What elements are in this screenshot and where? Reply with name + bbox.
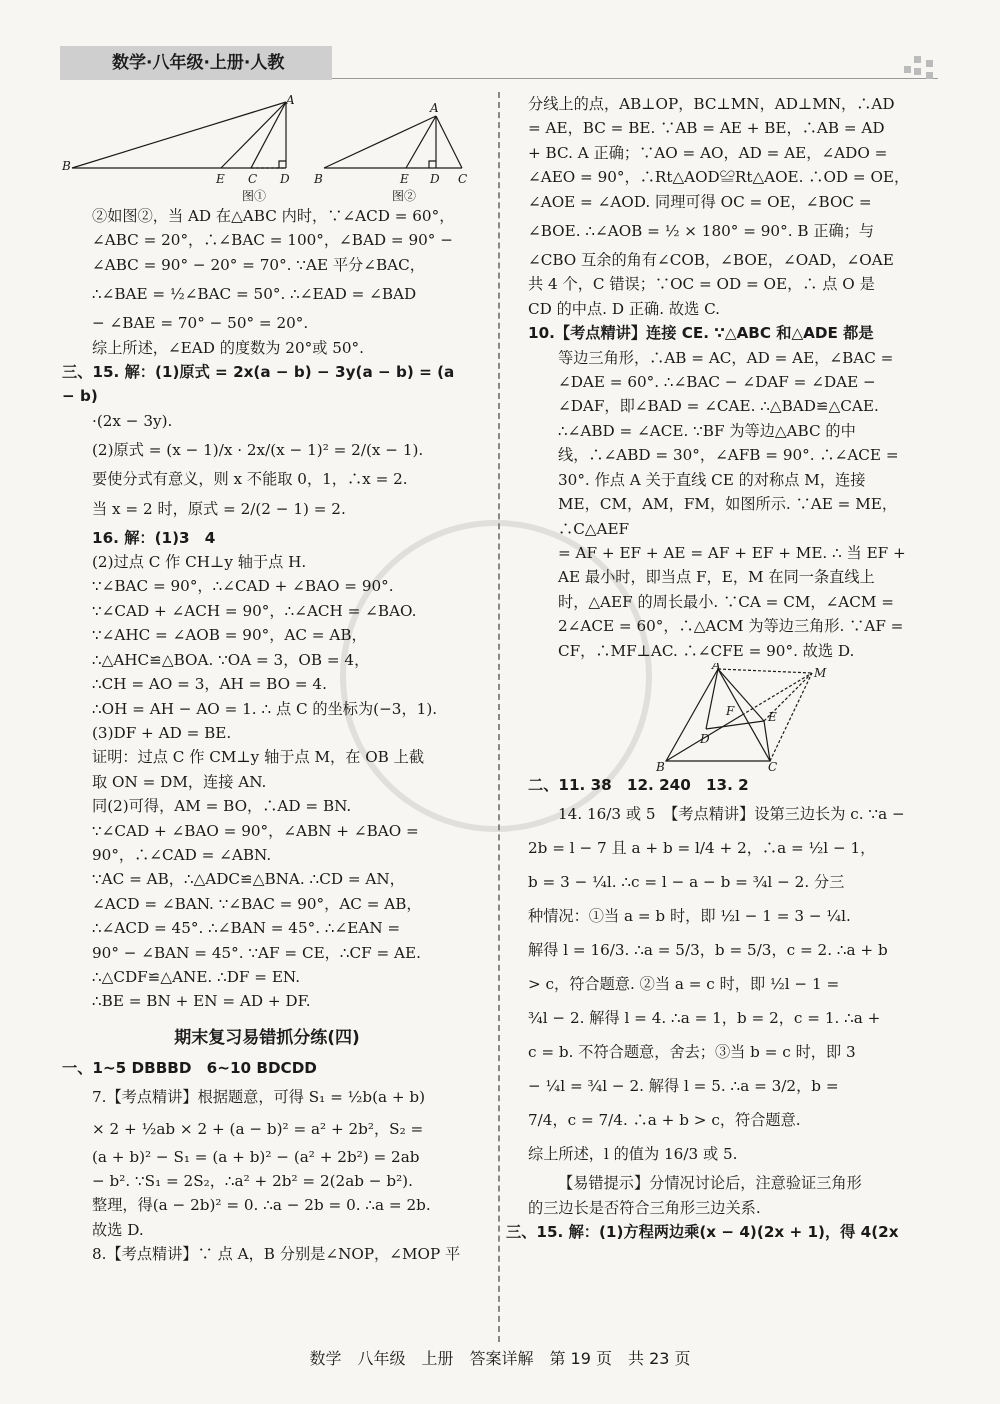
text-line: 证明：过点 C 作 CM⊥y 轴于点 M，在 OB 上截 (92, 748, 425, 767)
svg-text:F: F (726, 703, 735, 718)
text-line: ∠ABC = 90° − 20° = 70°. ∵AE 平分∠BAC， (92, 255, 425, 274)
text-line: ∴OH = AH − AO = 1. ∴ 点 C 的坐标为(−3，1). (92, 699, 438, 718)
text-line: ∴BE = BN + EN = AD + DF. (92, 992, 311, 1011)
text-line: 90° − ∠BAN = 45°. ∵AF = CE，∴CF = AE. (92, 943, 421, 962)
text-line: ∴△CDF≌△ANE. ∴DF = EN. (92, 967, 301, 986)
text-line: ∴△AHC≌△BOA. ∵OA = 3，OB = 4， (92, 650, 370, 669)
text-line: 的三边长是否符合三角形三边关系. (528, 1198, 761, 1217)
text-line: 10.【考点精讲】连接 CE. ∵△ABC 和△ADE 都是 (528, 324, 874, 343)
text-line: c = b. 不符合题意，舍去；③当 b = c 时，即 3 (528, 1043, 856, 1062)
text-line: 2b = l − 7 且 a + b = l/4 + 2，∴a = ½l − 1， (528, 839, 876, 858)
svg-text:C: C (768, 759, 778, 773)
text-line: = AE，BC = BE. ∵AB = AE + BE，∴AB = AD (528, 119, 885, 138)
text-line: ∵∠CAD + ∠ACH = 90°，∴∠ACH = ∠BAO. (92, 601, 417, 620)
header-rule (332, 78, 938, 79)
text-line: 同(2)可得，AM = BO，∴AD = BN. (92, 797, 352, 816)
fig1-label: 图① (242, 189, 267, 203)
figures-1-2 (62, 92, 472, 204)
header-title: 数学·八年级·上册·人教 (112, 53, 285, 73)
text-line: ∴∠ABD = ∠ACE. ∵BF 为等边△ABC 的中 (558, 421, 856, 440)
text-line: ME，CM，AM，FM，如图所示. ∵AE = ME，∴C△AEF (558, 495, 898, 538)
text-line: ∴∠BAE = ½∠BAC = 50°. ∴∠EAD = ∠BAD (92, 285, 417, 304)
svg-text:A: A (712, 662, 721, 672)
svg-text:B: B (314, 172, 323, 186)
text-line: CD 的中点. D 正确. 故选 C. (528, 299, 720, 318)
text-line: 2∠ACE = 60°，∴△ACM 为等边三角形. ∵AF = (558, 617, 904, 636)
page-footer: 数学 八年级 上册 答案详解 第 19 页 共 23 页 (309, 1349, 691, 1368)
text-line: 【易错提示】分情况讨论后，注意验证三角形 (558, 1174, 862, 1193)
section-title: 期末复习易错抓分练(四) (174, 1027, 360, 1048)
text-line: 90°，∴∠CAD = ∠ABN. (92, 845, 272, 864)
text-line: 一、1~5 DBBBD 6~10 BDCDD (62, 1059, 317, 1078)
svg-text:B: B (656, 759, 665, 773)
text-line: ·(2x − 3y). (92, 411, 173, 430)
text-line: 二、11. 38 12. 240 13. 2 (528, 775, 749, 794)
text-line: ∴∠ACD = 45°. ∴∠BAN = 45°. ∴∠EAN = (92, 919, 401, 938)
text-line: 共 4 个，C 错误；∵OC = OD = OE，∴ 点 O 是 (528, 275, 875, 294)
text-line: (2)过点 C 作 CH⊥y 轴于点 H. (92, 553, 307, 572)
svg-text:E: E (400, 172, 409, 186)
text-line: 三、15. 解：(1)方程两边乘(x − 4)(2x + 1)，得 4(2x (506, 1223, 899, 1242)
text-line: 线，∴∠ABD = 30°，∠AFB = 90°. ∴∠ACE = (558, 446, 899, 465)
text-line: ∠DAE = 60°. ∴∠BAC − ∠DAF = ∠DAE − (558, 373, 876, 392)
text-line: 综上所述，l 的值为 16/3 或 5. (528, 1145, 738, 1164)
text-line: 14. 16/3 或 5 【考点精讲】设第三边长为 c. ∵a − (558, 805, 905, 824)
svg-text:A: A (286, 93, 295, 107)
text-line: 等边三角形，∴AB = AC，AD = AE，∠BAC = (558, 348, 894, 367)
text-line: (2)原式 = (x − 1)/x · 2x/(x − 1)² = 2/(x − 1). (92, 441, 424, 460)
text-line: 8.【考点精讲】∵ 点 A，B 分别是∠NOP，∠MOP 平 (92, 1245, 461, 1264)
svg-text:C: C (248, 172, 258, 186)
text-line: ∵∠AHC = ∠AOB = 90°，AC = AB， (92, 626, 367, 645)
text-line: 三、15. 解：(1)原式 = 2x(a − b) − 3y(a − b) = (a − b) (62, 363, 455, 406)
text-line: 7.【考点精讲】根据题意，可得 S₁ = ½b(a + b) (92, 1087, 426, 1106)
text-line: = AF + EF + AE = AF + EF + ME. ∴ 当 EF + (558, 543, 906, 562)
text-line: (3)DF + AD = BE. (92, 723, 232, 742)
text-line: 当 x = 2 时，原式 = 2/(2 − 1) = 2. (92, 499, 346, 518)
text-line: − b². ∵S₁ = 2S₂，∴a² + 2b² = 2(2ab − b²). (92, 1172, 413, 1190)
text-line: 解得 l = 16/3. ∴a = 5/3，b = 5/3，c = 2. ∴a + b (528, 941, 888, 960)
text-line: > c，符合题意. ②当 a = c 时，即 ½l − 1 = (528, 975, 840, 994)
svg-text:D: D (280, 172, 290, 186)
text-line: 故选 D. (92, 1220, 144, 1239)
text-line: ∵∠CAD + ∠BAO = 90°，∠ABN + ∠BAO = (92, 821, 419, 840)
page-header (60, 46, 332, 80)
text-line: ¾l − 2. 解得 l = 4. ∴a = 1，b = 2，c = 1. ∴a + (528, 1009, 881, 1028)
text-line: ∴CH = AO = 3，AH = BO = 4. (92, 675, 327, 694)
text-line: × 2 + ½ab × 2 + (a − b)² = a² + 2b²，S₂ = (92, 1119, 424, 1138)
left-column (62, 92, 472, 1267)
text-line: ②如图②，当 AD 在△ABC 内时，∵∠ACD = 60°， (92, 207, 455, 225)
figure-q10 (528, 663, 940, 773)
text-line: 要使分式有意义，则 x 不能取 0，1，∴x = 2. (92, 470, 408, 489)
text-line: AE 最小时，即当点 F，E，M 在同一条直线上 (558, 568, 875, 587)
text-line: ∵AC = AB，∴△ADC≌△BNA. ∴CD = AN， (92, 870, 405, 889)
text-line: + BC. A 正确；∵AO = AO，AD = AE，∠ADO = (528, 143, 888, 162)
text-line: − ∠BAE = 70° − 50° = 20°. (92, 314, 309, 333)
svg-text:M: M (814, 665, 827, 680)
text-line: ∠DAF，即∠BAD = ∠CAE. ∴△BAD≌△CAE. (558, 397, 879, 416)
text-line: − ¼l = ¾l − 2. 解得 l = 5. ∴a = 3/2，b = (528, 1077, 839, 1096)
svg-text:D: D (700, 731, 710, 746)
text-line: ∵∠BAC = 90°，∴∠CAD + ∠BAO = 90°. (92, 577, 394, 596)
triangle-figures (62, 92, 472, 204)
text-line: ∠BOE. ∴∠AOB = ½ × 180° = 90°. B 正确；与 (528, 222, 875, 241)
svg-text:A: A (430, 101, 439, 115)
text-line: ∠AEO = 90°，∴Rt△AOD≌Rt△AOE. ∴OD = OE， (528, 168, 910, 187)
svg-text:E: E (216, 172, 225, 186)
right-column (506, 92, 940, 1245)
text-line: 整理，得(a − 2b)² = 0. ∴a − 2b = 0. ∴a = 2b. (92, 1196, 431, 1215)
text-line: 30°. 作点 A 关于直线 CE 的对称点 M，连接 (558, 470, 866, 489)
text-line: (a + b)² − S₁ = (a + b)² − (a² + 2b²) = 2ab (92, 1147, 420, 1166)
header-decoration (904, 56, 936, 80)
text-line: 种情况：①当 a = b 时，即 ½l − 1 = 3 − ¼l. (528, 907, 851, 926)
text-line: ∠ABC = 20°，∴∠BAC = 100°，∠BAD = 90° − (92, 231, 453, 250)
text-line: 时，△AEF 的周长最小. ∵CA = CM，∠ACM = (558, 592, 895, 611)
column-divider (498, 92, 500, 1342)
text-line: ∠CBO 互余的角有∠COB，∠BOE，∠OAD，∠OAE (528, 251, 894, 270)
text-line: 取 ON = DM，连接 AN. (92, 772, 267, 791)
text-line: 综上所述，∠EAD 的度数为 20°或 50°. (92, 338, 364, 357)
svg-text:B: B (62, 159, 71, 173)
svg-text:D: D (430, 172, 440, 186)
text-line: CF，∴MF⊥AC. ∴∠CFE = 90°. 故选 D. (558, 641, 855, 660)
text-line: 16. 解：(1)3 4 (92, 528, 216, 547)
q10-diagram (528, 663, 940, 773)
fig2-label: 图② (392, 189, 417, 203)
text-line: 分线上的点，AB⊥OP，BC⊥MN，AD⊥MN，∴AD (528, 95, 895, 113)
text-line: b = 3 − ¼l. ∴c = l − a − b = ¾l − 2. 分三 (528, 873, 845, 892)
svg-text:E: E (768, 709, 777, 724)
text-line: 7/4，c = 7/4. ∴a + b > c，符合题意. (528, 1111, 801, 1130)
svg-text:C: C (458, 172, 468, 186)
text-line: ∠AOE = ∠AOD. 同理可得 OC = OE，∠BOC = (528, 192, 872, 211)
text-line: ∠ACD = ∠BAN. ∵∠BAC = 90°，AC = AB， (92, 894, 422, 913)
